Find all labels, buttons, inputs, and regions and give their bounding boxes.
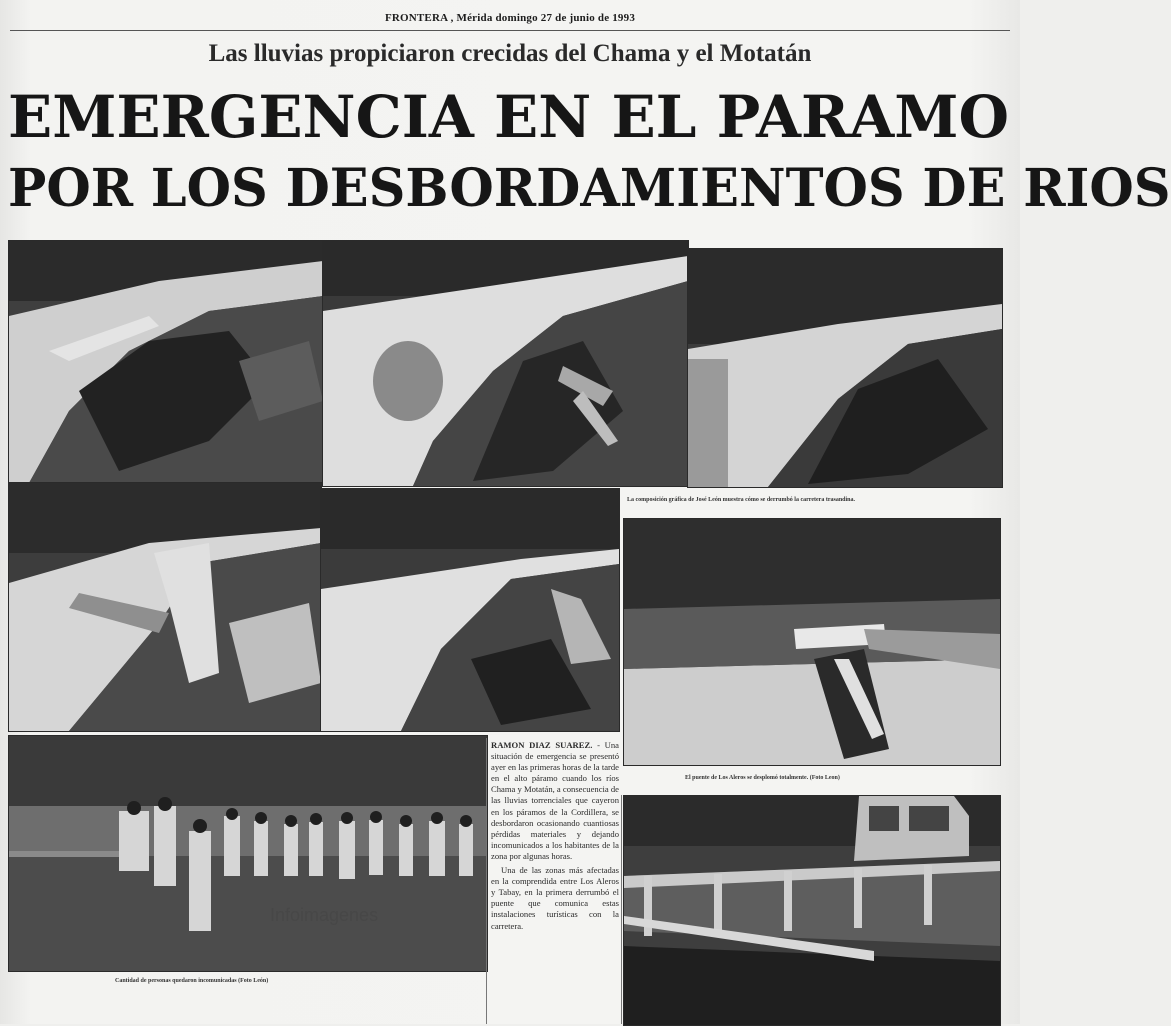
kicker: Las lluvias propiciaron crecidas del Chama y el Motatán [208, 40, 812, 67]
caption-people: Cantidad de personas quedaron incomunicadas (Foto León) [115, 978, 269, 984]
photo-bridge-railing [623, 795, 1001, 1026]
article-body [491, 740, 619, 1024]
article-paragraph-2: Una de las zonas más afectadas en la comprendida entre Los Aleros y Tabay, en la primera derrumbó el puente que comunica estas instalaciones turísticas con la carretera. [491, 865, 619, 931]
caption-bridge: El puente de Los Aleros se desplomó totalmente. (Foto Leon) [685, 775, 840, 781]
watermark: Infoimagenes [270, 905, 379, 925]
photo-bridge-collapsed [623, 518, 1001, 766]
column-rule-1 [486, 738, 487, 1024]
byline: RAMON DIAZ SUAREZ. [491, 740, 593, 750]
photo-road-collapse-3 [687, 248, 1003, 488]
dateline: FRONTERA , Mérida domingo 27 de junio de 1993 [384, 12, 636, 24]
article-paragraph-1 [491, 740, 619, 862]
photo-road-collapse-4 [8, 482, 322, 732]
column-rule-2 [621, 795, 622, 1024]
caption-composite: La composición gráfica de José León muestra cómo se derrumbó la carretera trasandina. [627, 497, 856, 503]
photo-road-collapse-1 [8, 240, 324, 484]
headline-line-1: EMERGENCIA EN EL PARAMO [8, 83, 1009, 151]
headline-line-2: POR LOS DESBORDAMIENTOS DE RIOS [8, 158, 1171, 219]
photo-road-collapse-5 [320, 488, 620, 732]
photo-road-collapse-2 [322, 240, 689, 487]
photo-people [8, 735, 488, 972]
top-rule [10, 30, 1010, 31]
paragraph-1-text: - Una situación de emergencia se presentó ayer en las primeras horas de la tarde en el alto páramo cuando los ríos Chama y Motatán, a consecuencia de las lluvias torrenciales que cayeron en los páramos de la Cordillera, se desbordaron ocasionando cuantiosas pérdidas materiales y dejando incomunicados a los habitantes de la zona por algunas horas. [491, 740, 619, 861]
